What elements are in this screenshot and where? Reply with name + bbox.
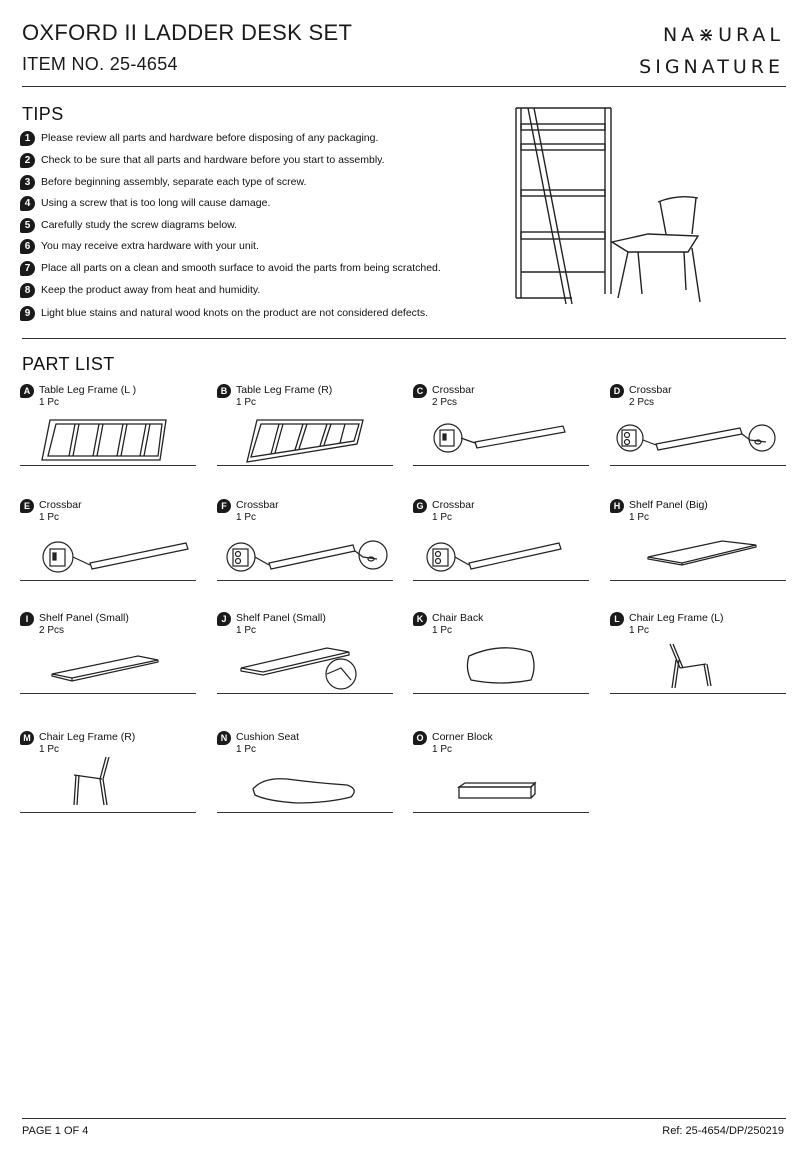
chair-leg-frame-icon xyxy=(610,638,786,692)
brand-logo-line1: NA⋇URAL xyxy=(662,24,784,46)
brand-logo-line2: SIGNATURE xyxy=(639,56,784,78)
part-f: F Crossbar 1 Pc xyxy=(217,499,393,599)
page-number: PAGE 1 OF 4 xyxy=(22,1125,89,1137)
tip-item: 9 Light blue stains and natural wood knots on the product are not considered defects. xyxy=(20,304,428,322)
reference-code: Ref: 25-4654/DP/250219 xyxy=(662,1125,784,1137)
part-b: B Table Leg Frame (R) 1 Pc xyxy=(217,384,393,484)
cushion-seat-icon xyxy=(217,757,393,811)
part-j: J Shelf Panel (Small) 1 Pc xyxy=(217,612,393,712)
tip-item: 1 Please review all parts and hardware before disposing of any packaging. xyxy=(20,129,378,147)
tip-item: 3 Before beginning assembly, separate each type of screw. xyxy=(20,173,306,191)
shelf-panel-icon xyxy=(217,638,393,692)
tips-rule xyxy=(22,338,786,339)
part-l: L Chair Leg Frame (L) 1 Pc xyxy=(610,612,786,712)
part-e: E Crossbar 1 Pc xyxy=(20,499,196,599)
corner-block-icon xyxy=(413,757,589,811)
tip-item: 8 Keep the product away from heat and humidity. xyxy=(20,281,260,299)
chair-back-icon xyxy=(413,638,589,692)
part-a: A Table Leg Frame (L ) 1 Pc xyxy=(20,384,196,484)
part-o: O Corner Block 1 Pc xyxy=(413,731,589,831)
part-d: D Crossbar 2 Pcs xyxy=(610,384,786,484)
part-h: H Shelf Panel (Big) 1 Pc xyxy=(610,499,786,599)
chair-leg-frame-icon xyxy=(20,757,196,811)
part-m: M Chair Leg Frame (R) 1 Pc xyxy=(20,731,196,831)
tip-item: 7 Place all parts on a clean and smooth surface to avoid the parts from being scratched. xyxy=(20,259,441,277)
tip-item: 2 Check to be sure that all parts and hardware before you start to assembly. xyxy=(20,151,385,169)
crossbar-icon xyxy=(217,525,393,579)
crossbar-icon xyxy=(413,410,589,464)
crossbar-icon xyxy=(610,410,786,464)
part-k: K Chair Back 1 Pc xyxy=(413,612,589,712)
part-i: I Shelf Panel (Small) 2 Pcs xyxy=(20,612,196,712)
crossbar-icon xyxy=(413,525,589,579)
tip-item: 4 Using a screw that is too long will cause damage. xyxy=(20,194,270,212)
item-number: ITEM NO. 25-4654 xyxy=(22,54,178,74)
tip-item: 6 You may receive extra hardware with your unit. xyxy=(20,237,259,255)
header-rule xyxy=(22,86,786,87)
part-list-heading: PART LIST xyxy=(22,354,115,374)
part-c: C Crossbar 2 Pcs xyxy=(413,384,589,484)
footer-rule xyxy=(22,1118,786,1119)
shelf-panel-icon xyxy=(20,638,196,692)
crossbar-icon xyxy=(20,525,196,579)
table-leg-frame-icon xyxy=(20,410,196,464)
document-title: OXFORD II LADDER DESK SET xyxy=(22,20,353,45)
tips-heading: TIPS xyxy=(22,104,64,124)
desk-set-illustration xyxy=(508,102,718,322)
part-g: G Crossbar 1 Pc xyxy=(413,499,589,599)
tip-item: 5 Carefully study the screw diagrams below. xyxy=(20,216,237,234)
part-n: N Cushion Seat 1 Pc xyxy=(217,731,393,831)
shelf-panel-icon xyxy=(610,525,786,579)
table-leg-frame-icon xyxy=(217,410,393,464)
